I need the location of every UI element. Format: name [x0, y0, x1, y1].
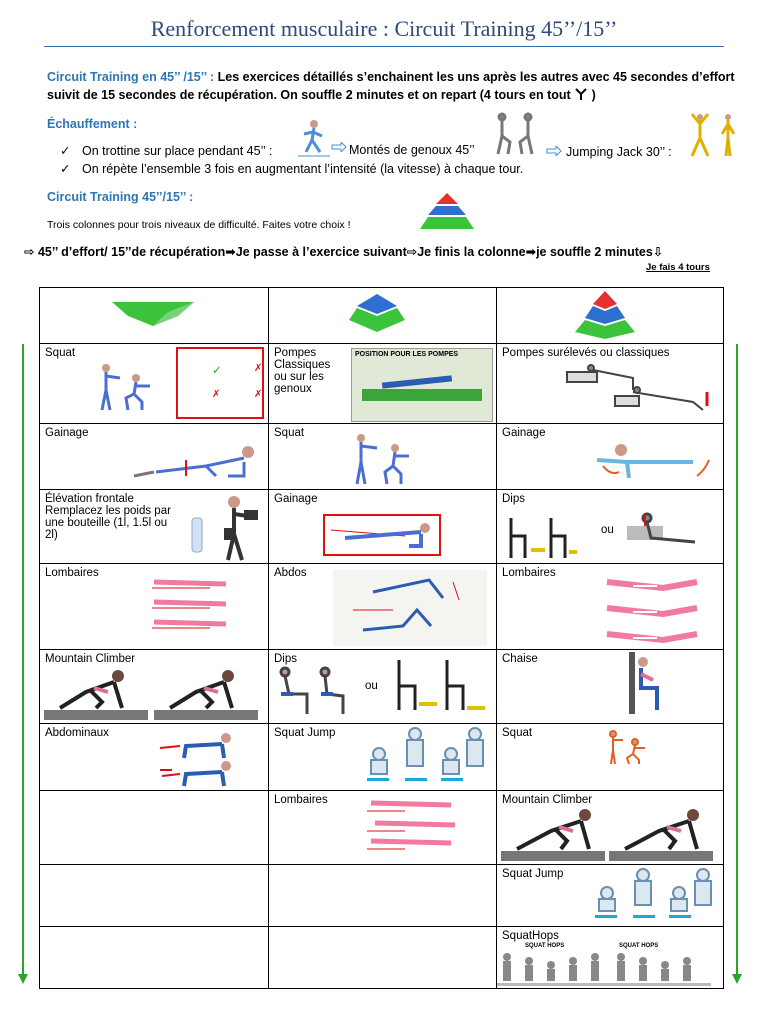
- warmup-heading: Échauffement :: [47, 117, 138, 131]
- exercise-cell: [497, 927, 724, 989]
- jumping-jack-figure-icon: [686, 112, 742, 158]
- exercise-cell: [269, 927, 497, 989]
- exercise-label: Élévation frontale Remplacez les poids par une bouteille (1l, 1.5l ou 2l): [45, 493, 171, 541]
- exercise-cell: [40, 564, 269, 650]
- check-icon: ✓: [212, 365, 222, 377]
- flow-step-1: 45’’ d’effort/ 15’’de récupération: [37, 245, 226, 259]
- warmup-line-2: [60, 161, 523, 176]
- pushup-banner-text: POSITION POUR LES POMPES: [355, 351, 459, 358]
- chair-dips-figure-icon: [505, 514, 579, 560]
- cross-icon: ✗: [254, 363, 263, 374]
- exercise-cell: [269, 791, 497, 865]
- exercise-label: Squat Jump: [274, 727, 336, 739]
- levels-note: Trois colonnes pour trois niveaux de difficulté. Faites votre choix !: [47, 219, 351, 231]
- arrow-right-icon: ⇨: [24, 245, 35, 259]
- right-progress-arrow: [736, 344, 738, 974]
- squat-hops-caption: SQUAT HOPS: [525, 943, 565, 949]
- flow-step-3: Je finis la colonne: [417, 245, 526, 259]
- arrow-down-icon: ⇩: [652, 245, 664, 259]
- wall-sit-figure-icon: [627, 652, 671, 716]
- check-icon: ✓: [60, 162, 71, 176]
- squat-figure-icon: [347, 432, 417, 488]
- exercise-cell: [269, 490, 497, 564]
- plank-figure-icon: [126, 442, 268, 482]
- table-row: [40, 344, 724, 424]
- high-knees-figure-icon: [490, 112, 542, 158]
- pyramid-level-3-icon: [573, 290, 637, 340]
- exercise-label: Squat: [274, 427, 305, 439]
- circuit-heading: Circuit Training 45’’/15’’ :: [47, 190, 194, 204]
- or-label: ou: [601, 524, 614, 536]
- exercise-cell: [40, 424, 269, 490]
- exercise-cell: [497, 424, 724, 490]
- exercise-label: Gainage: [502, 427, 546, 439]
- warmup-knees: Montés de genoux 45’’: [349, 143, 475, 157]
- mountain-climber-figure-icon: [44, 668, 260, 722]
- exercise-label: Squat: [45, 347, 76, 359]
- exercise-cell: [269, 865, 497, 927]
- pyramid-level-1-icon: [108, 298, 198, 328]
- exercise-cell: [497, 865, 724, 927]
- exercise-label: Abdos: [274, 567, 307, 579]
- floor-dips-figure-icon: [625, 512, 707, 556]
- arrow-right-icon: ➡: [225, 245, 236, 259]
- exercise-label: Pompes surélevés ou classiques: [502, 347, 670, 359]
- table-row: [40, 791, 724, 865]
- chair-dips-figure-icon: [271, 664, 355, 720]
- pushup-position-image: [351, 348, 493, 422]
- pyramid-level-2-icon: [347, 292, 407, 336]
- exercise-cell: [269, 564, 497, 650]
- level-easy: [40, 288, 269, 344]
- warmup-jack: Jumping Jack 30’’ :: [566, 145, 672, 159]
- exercise-table: [39, 287, 724, 989]
- exercise-cell: [269, 344, 497, 424]
- table-row: [40, 724, 724, 791]
- level-header-row: [40, 288, 724, 344]
- table-row: [40, 650, 724, 724]
- flow-step-4: je souffle 2 minutes: [536, 245, 653, 259]
- cross-icon: ✗: [212, 389, 221, 400]
- level-medium: [269, 288, 497, 344]
- tours-note: Je fais 4 tours: [646, 262, 710, 273]
- table-row: [40, 865, 724, 927]
- squat-hops-caption: SQUAT HOPS: [619, 943, 659, 949]
- exercise-label: SquatHops: [502, 930, 559, 942]
- exercise-label: Dips: [502, 493, 526, 505]
- plank-image: [323, 514, 441, 556]
- plank-figure-icon: [325, 516, 439, 554]
- exercise-label: Lombaires: [45, 567, 99, 579]
- exercise-label: Chaise: [502, 653, 538, 665]
- dumbbell-icon: [574, 87, 588, 101]
- exercise-label: Squat Jump: [502, 868, 564, 880]
- exercise-label: Lombaires: [274, 794, 328, 806]
- title-divider: [44, 46, 724, 47]
- jogging-figure-icon: [296, 118, 332, 158]
- exercise-cell: [40, 865, 269, 927]
- arrow-right-icon: [331, 142, 347, 152]
- superman-figure-icon: [603, 570, 701, 646]
- exercise-cell: [269, 424, 497, 490]
- exercise-cell: [497, 724, 724, 791]
- pyramid-levels-icon: [418, 191, 476, 233]
- intro-paragraph: [47, 68, 737, 104]
- exercise-label: Squat: [502, 727, 533, 739]
- arrow-right-icon: ⇨: [406, 245, 418, 259]
- page-title: Renforcement musculaire : Circuit Training 45’’/15’’: [150, 16, 618, 41]
- bird-dog-plank-figure-icon: [593, 436, 715, 486]
- exercise-cell: [497, 791, 724, 865]
- abdos-image: [333, 570, 487, 646]
- superman-figure-icon: [150, 574, 230, 632]
- arrow-right-icon: ➡: [525, 245, 537, 259]
- exercise-cell: [40, 791, 269, 865]
- exercise-label: Dips: [274, 653, 298, 665]
- intro-end: ): [588, 88, 596, 102]
- table-row: [40, 490, 724, 564]
- exercise-cell: [40, 927, 269, 989]
- cross-icon: ✗: [254, 389, 263, 400]
- exercise-cell: [40, 344, 269, 424]
- table-row: [40, 564, 724, 650]
- arrow-right-icon: [546, 146, 562, 156]
- exercise-cell: [497, 344, 724, 424]
- exercise-cell: [40, 724, 269, 791]
- exercise-label: Gainage: [45, 427, 89, 439]
- warmup-line-1: [60, 143, 272, 158]
- flow-step-2: Je passe à l’exercice suivant: [235, 245, 407, 259]
- exercise-cell: [40, 650, 269, 724]
- pushup-body-shape: [382, 375, 452, 388]
- exercise-cell: [269, 650, 497, 724]
- exercise-label: Pompes Classiques ou sur les genoux: [274, 347, 331, 395]
- squat-form-image: [176, 347, 264, 419]
- exercise-label: Gainage: [274, 493, 318, 505]
- chair-dips-figure-icon: [393, 656, 489, 716]
- warmup-jog: On trottine sur place pendant 45’’ :: [82, 144, 273, 158]
- or-label: ou: [365, 680, 378, 692]
- exercise-cell: [497, 564, 724, 650]
- exercise-cell: [40, 490, 269, 564]
- exercise-label: Lombaires: [502, 567, 556, 579]
- incline-pushup-figure-icon: [563, 362, 713, 420]
- arrow-down-icon: [18, 974, 28, 984]
- left-progress-arrow: [22, 344, 24, 974]
- exercise-label: Abdominaux: [45, 727, 109, 739]
- arrow-down-icon: [732, 974, 742, 984]
- crunch-figure-icon: [333, 570, 487, 646]
- exercise-cell: [497, 490, 724, 564]
- circuit-flow: [24, 244, 663, 259]
- level-hard: [497, 288, 724, 344]
- table-row: [40, 927, 724, 989]
- squat-jump-figure-icon: [587, 867, 715, 923]
- front-raise-figure-icon: [188, 494, 264, 562]
- bird-dog-figure-icon: [158, 730, 254, 790]
- exercise-label: Mountain Climber: [502, 794, 593, 806]
- squat-figure-icon: [92, 362, 158, 412]
- squat-figure-icon: [605, 730, 649, 768]
- exercise-label: Mountain Climber: [45, 653, 136, 665]
- mat-shape: [362, 389, 482, 401]
- exercise-cell: [497, 650, 724, 724]
- squat-jump-figure-icon: [359, 726, 487, 786]
- check-icon: ✓: [60, 144, 71, 158]
- table-row: [40, 424, 724, 490]
- mountain-climber-figure-icon: [501, 807, 715, 863]
- intro-lead: Circuit Training en 45’’ /15’’ :: [47, 70, 215, 84]
- warmup-repeat: On répète l’ensemble 3 fois en augmentant l’intensité (la vitesse) à chaque tour.: [82, 162, 524, 176]
- intro-text: Les exercices détaillés s’enchainent les uns après les autres avec 45 secondes d’effort suivit de 15 secondes de récupération. On souffle 2 minutes et on repart (4 tours en tout: [47, 70, 735, 102]
- superman-figure-icon: [365, 797, 461, 859]
- squat-hops-figure-icon: [497, 951, 713, 987]
- exercise-cell: [269, 724, 497, 791]
